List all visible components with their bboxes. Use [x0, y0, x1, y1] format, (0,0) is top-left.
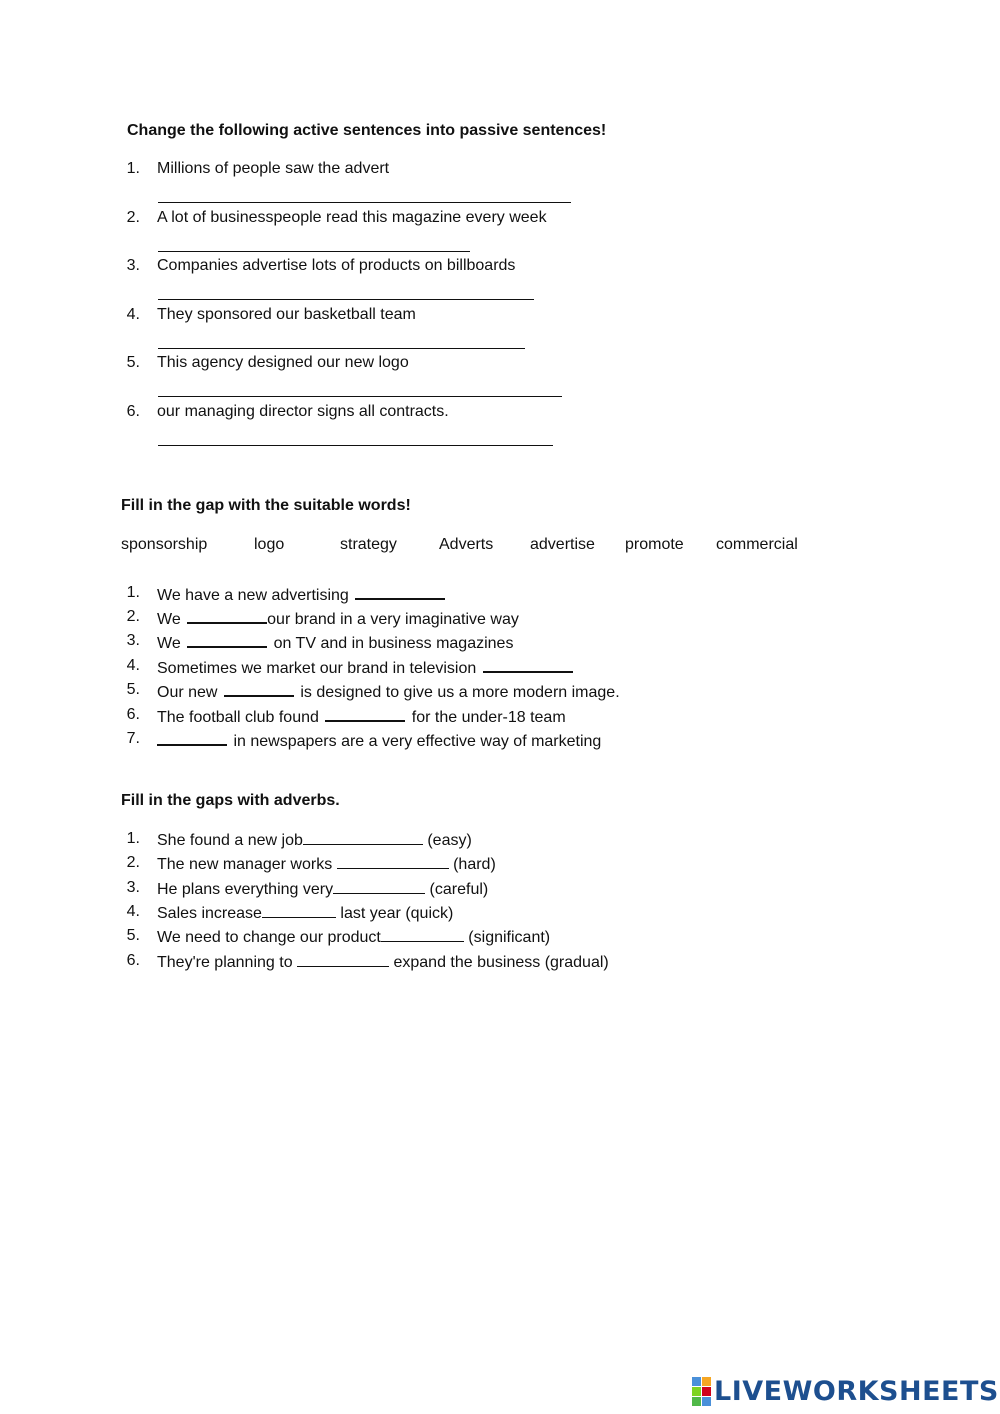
item-text: They sponsored our basketball team	[157, 306, 416, 323]
item-text-after: (easy)	[422, 832, 472, 849]
liveworksheets-logo[interactable]	[692, 1376, 999, 1406]
item-number: 2.	[126, 608, 140, 625]
item-text-after: in newspapers are a very effective way of marketing	[229, 733, 602, 750]
item-text: A lot of businesspeople read this magazine every week	[157, 209, 547, 226]
item-text-before: We	[157, 635, 186, 652]
item-number: 3.	[126, 632, 140, 649]
word-bank-item: advertise	[530, 536, 595, 553]
answer-gap[interactable]	[303, 830, 423, 845]
answer-gap[interactable]	[355, 584, 445, 600]
answer-gap[interactable]	[262, 903, 336, 918]
brand-name: LIVEWORKSHEETS	[714, 1375, 999, 1407]
item-number: 1.	[126, 830, 140, 847]
item-text-before: Our new	[157, 684, 222, 701]
item-number: 6.	[126, 706, 140, 723]
item-number: 5.	[126, 681, 140, 698]
answer-gap[interactable]	[483, 657, 573, 673]
answer-line[interactable]	[158, 348, 525, 349]
section1-heading: Change the following active sentences into passive sentences!	[127, 122, 607, 139]
answer-gap[interactable]	[297, 952, 389, 967]
item-text-before: The new manager works	[157, 856, 337, 873]
item-number: 5.	[126, 354, 140, 371]
item-number: 1.	[126, 160, 140, 177]
answer-line[interactable]	[158, 251, 470, 252]
answer-line[interactable]	[158, 445, 553, 446]
word-bank-item: promote	[625, 536, 684, 553]
answer-gap[interactable]	[224, 681, 294, 697]
answer-line[interactable]	[158, 396, 562, 397]
item-number: 5.	[126, 927, 140, 944]
item-text-after: expand the business (gradual)	[389, 954, 609, 971]
item-number: 1.	[126, 584, 140, 601]
item-text-after: (hard)	[448, 856, 496, 873]
item-text: Companies advertise lots of products on billboards	[157, 257, 516, 274]
item-text-after: (careful)	[425, 881, 489, 898]
item-number: 4.	[126, 657, 140, 674]
answer-line[interactable]	[158, 299, 534, 300]
item-number: 3.	[126, 879, 140, 896]
item-text-before: We have a new advertising	[157, 587, 354, 604]
item-text-after: on TV and in business magazines	[269, 635, 514, 652]
word-bank-item: sponsorship	[121, 536, 208, 553]
item-text-before: The football club found	[157, 709, 324, 726]
item-text: our managing director signs all contracts.	[157, 403, 449, 420]
answer-gap[interactable]	[187, 632, 267, 648]
item-text-after: (significant)	[463, 929, 551, 946]
answer-gap[interactable]	[381, 927, 464, 942]
item-text-before: We need to change our product	[157, 929, 381, 946]
item-text-before: Sometimes we market our brand in television	[157, 660, 481, 677]
item-number: 3.	[126, 257, 140, 274]
answer-gap[interactable]	[337, 854, 449, 869]
word-bank-item: Adverts	[439, 536, 494, 553]
item-text-after: our brand in a very imaginative way	[267, 611, 519, 628]
item-text-after: last year (quick)	[335, 905, 454, 922]
answer-gap[interactable]	[333, 879, 425, 894]
word-bank-item: commercial	[716, 536, 798, 553]
item-text-before: They're planning to	[157, 954, 298, 971]
liveworksheets-logo-icon	[692, 1377, 711, 1406]
answer-line[interactable]	[158, 202, 571, 203]
item-text-before: We	[157, 611, 186, 628]
item-number: 6.	[126, 403, 140, 420]
item-number: 2.	[126, 209, 140, 226]
answer-gap[interactable]	[157, 730, 227, 746]
item-text: Millions of people saw the advert	[157, 160, 390, 177]
word-bank-item: logo	[254, 536, 285, 553]
item-number: 4.	[126, 306, 140, 323]
answer-gap[interactable]	[187, 608, 267, 624]
item-number: 4.	[126, 903, 140, 920]
section3-heading: Fill in the gaps with adverbs.	[121, 792, 340, 809]
item-number: 6.	[126, 952, 140, 969]
word-bank-item: strategy	[340, 536, 397, 553]
item-text-before: He plans everything very	[157, 881, 334, 898]
answer-gap[interactable]	[325, 706, 405, 722]
item-text-after: for the under-18 team	[407, 709, 566, 726]
item-text-after: is designed to give us a more modern image.	[295, 684, 620, 701]
item-text-before: She found a new job	[157, 832, 303, 849]
item-number: 2.	[126, 854, 140, 871]
item-number: 7.	[126, 730, 140, 747]
item-text: This agency designed our new logo	[157, 354, 409, 371]
section2-heading: Fill in the gap with the suitable words!	[121, 497, 411, 514]
item-text-before: Sales increase	[157, 905, 262, 922]
